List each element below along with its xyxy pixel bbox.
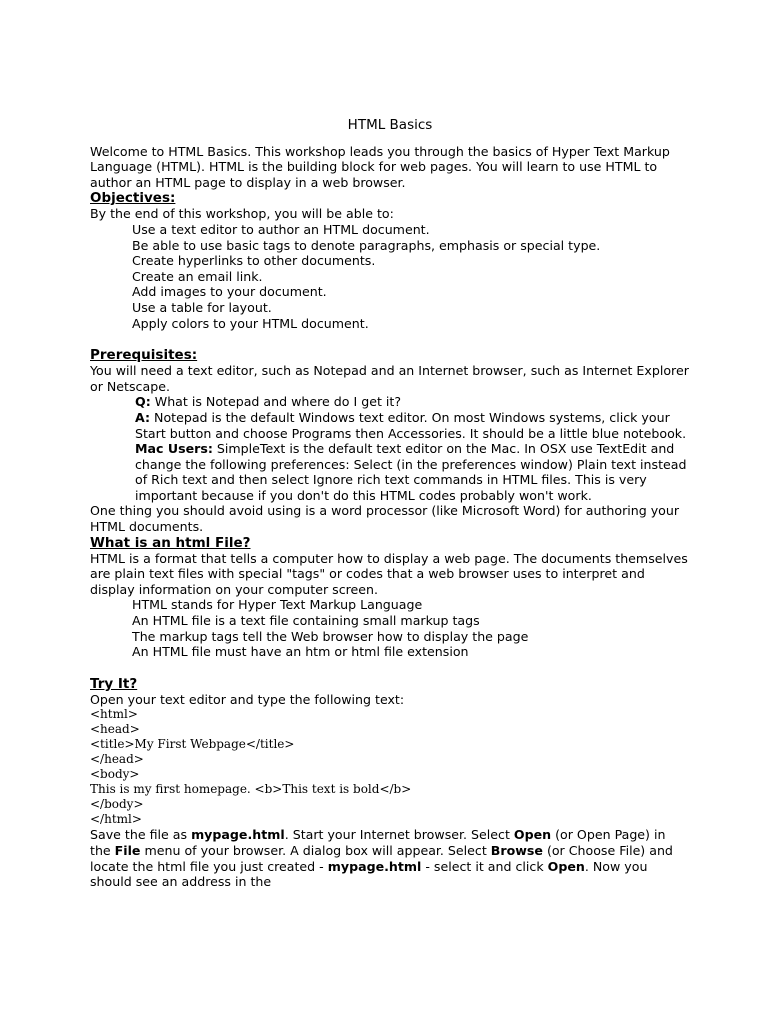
browse-label: Browse	[490, 843, 543, 858]
faq-question: Q: What is Notepad and where do I get it?	[135, 394, 402, 410]
try-it-heading: Try It?	[90, 675, 138, 692]
document-title: HTML Basics	[347, 117, 433, 133]
file-menu-label: File	[114, 843, 141, 858]
code-line: </html>	[90, 812, 142, 827]
code-line: <body>	[90, 767, 140, 782]
intro-paragraph: Welcome to HTML Basics. This workshop leads you through the basics of Hyper Text Markup Language (HTML). HTML is the building block for web pages. You will learn to use HTML to author an HTML page to display in a web browser.	[90, 143, 670, 190]
open-label: Open	[513, 827, 552, 843]
list-item: Create an email link.	[132, 268, 263, 284]
list-item: Apply colors to your HTML document.	[132, 315, 369, 331]
mac-users-note: Mac Users: SimpleText is the default text editor on the Mac. In OSX use TextEdit and change the following preferences: Select (in the preferences window) Plain text instead of Rich text and then select Ignore rich text commands in HTML files. This is very important because if you don't do this HTML codes probably won't work.	[135, 441, 687, 503]
list-item: Use a text editor to author an HTML document.	[132, 221, 430, 237]
list-item: The markup tags tell the Web browser how to display the page	[132, 628, 529, 644]
code-line: <title>My First Webpage</title>	[90, 737, 295, 752]
prerequisites-heading: Prerequisites:	[90, 347, 198, 364]
filename-text: mypage.html	[191, 827, 285, 843]
document-body	[90, 118, 690, 890]
open-label: Open	[547, 858, 585, 874]
code-line: <html>	[90, 707, 138, 722]
objectives-list	[90, 222, 690, 331]
list-item: Be able to use basic tags to denote paragraphs, emphasis or special type.	[132, 237, 601, 253]
list-item: An HTML file must have an htm or html file extension	[132, 644, 469, 660]
objectives-heading: Objectives:	[90, 190, 176, 207]
faq-answer: A: Notepad is the default Windows text editor. On most Windows systems, click your Start button and choose Programs then Accessories. It should be a little blue notebook.	[135, 409, 687, 441]
mac-users-label: Mac Users:	[135, 441, 213, 457]
code-line: </head>	[90, 752, 144, 767]
prerequisites-text: You will need a text editor, such as Notepad and an Internet browser, such as Internet Explorer or Netscape.	[90, 363, 689, 394]
avoid-note: One thing you should avoid using is a word processor (like Microsoft Word) for authoring your HTML documents.	[90, 503, 680, 535]
list-item: Add images to your document.	[132, 284, 327, 300]
list-item: An HTML file is a text file containing small markup tags	[132, 613, 480, 629]
spacer	[90, 660, 690, 676]
answer-label: A:	[135, 409, 151, 425]
code-line: This is my first homepage. <b>This text is bold</b>	[90, 782, 412, 797]
try-it-lead: Open your text editor and type the following text:	[90, 691, 405, 707]
what-is-text: HTML is a format that tells a computer how to display a web page. The documents themselves are plain text files with special "tags" or codes that a web browser uses to interpret and display information on your computer screen.	[90, 550, 688, 597]
question-label: Q:	[135, 394, 151, 410]
code-line: <head>	[90, 722, 140, 737]
list-item: Use a table for layout.	[132, 299, 272, 315]
save-instructions: Save the file as mypage.html. Start your Internet browser. Select Open (or Open Page) in the File menu of your browser. A dialog box will appear. Select Browse (or Choose File) and locate the html file you just created - mypage.html - select it and click Open. Now you should see an address in the	[90, 827, 673, 890]
list-item: HTML stands for Hyper Text Markup Language	[132, 597, 423, 613]
what-is-list	[90, 597, 690, 659]
objectives-lead: By the end of this workshop, you will be able to:	[90, 206, 394, 222]
code-sample	[90, 707, 690, 827]
faq-block	[90, 394, 690, 503]
what-is-heading: What is an html File?	[90, 534, 251, 551]
code-line: </body>	[90, 797, 144, 812]
filename-text: mypage.html	[327, 858, 422, 874]
spacer	[90, 331, 690, 347]
list-item: Create hyperlinks to other documents.	[132, 253, 376, 269]
